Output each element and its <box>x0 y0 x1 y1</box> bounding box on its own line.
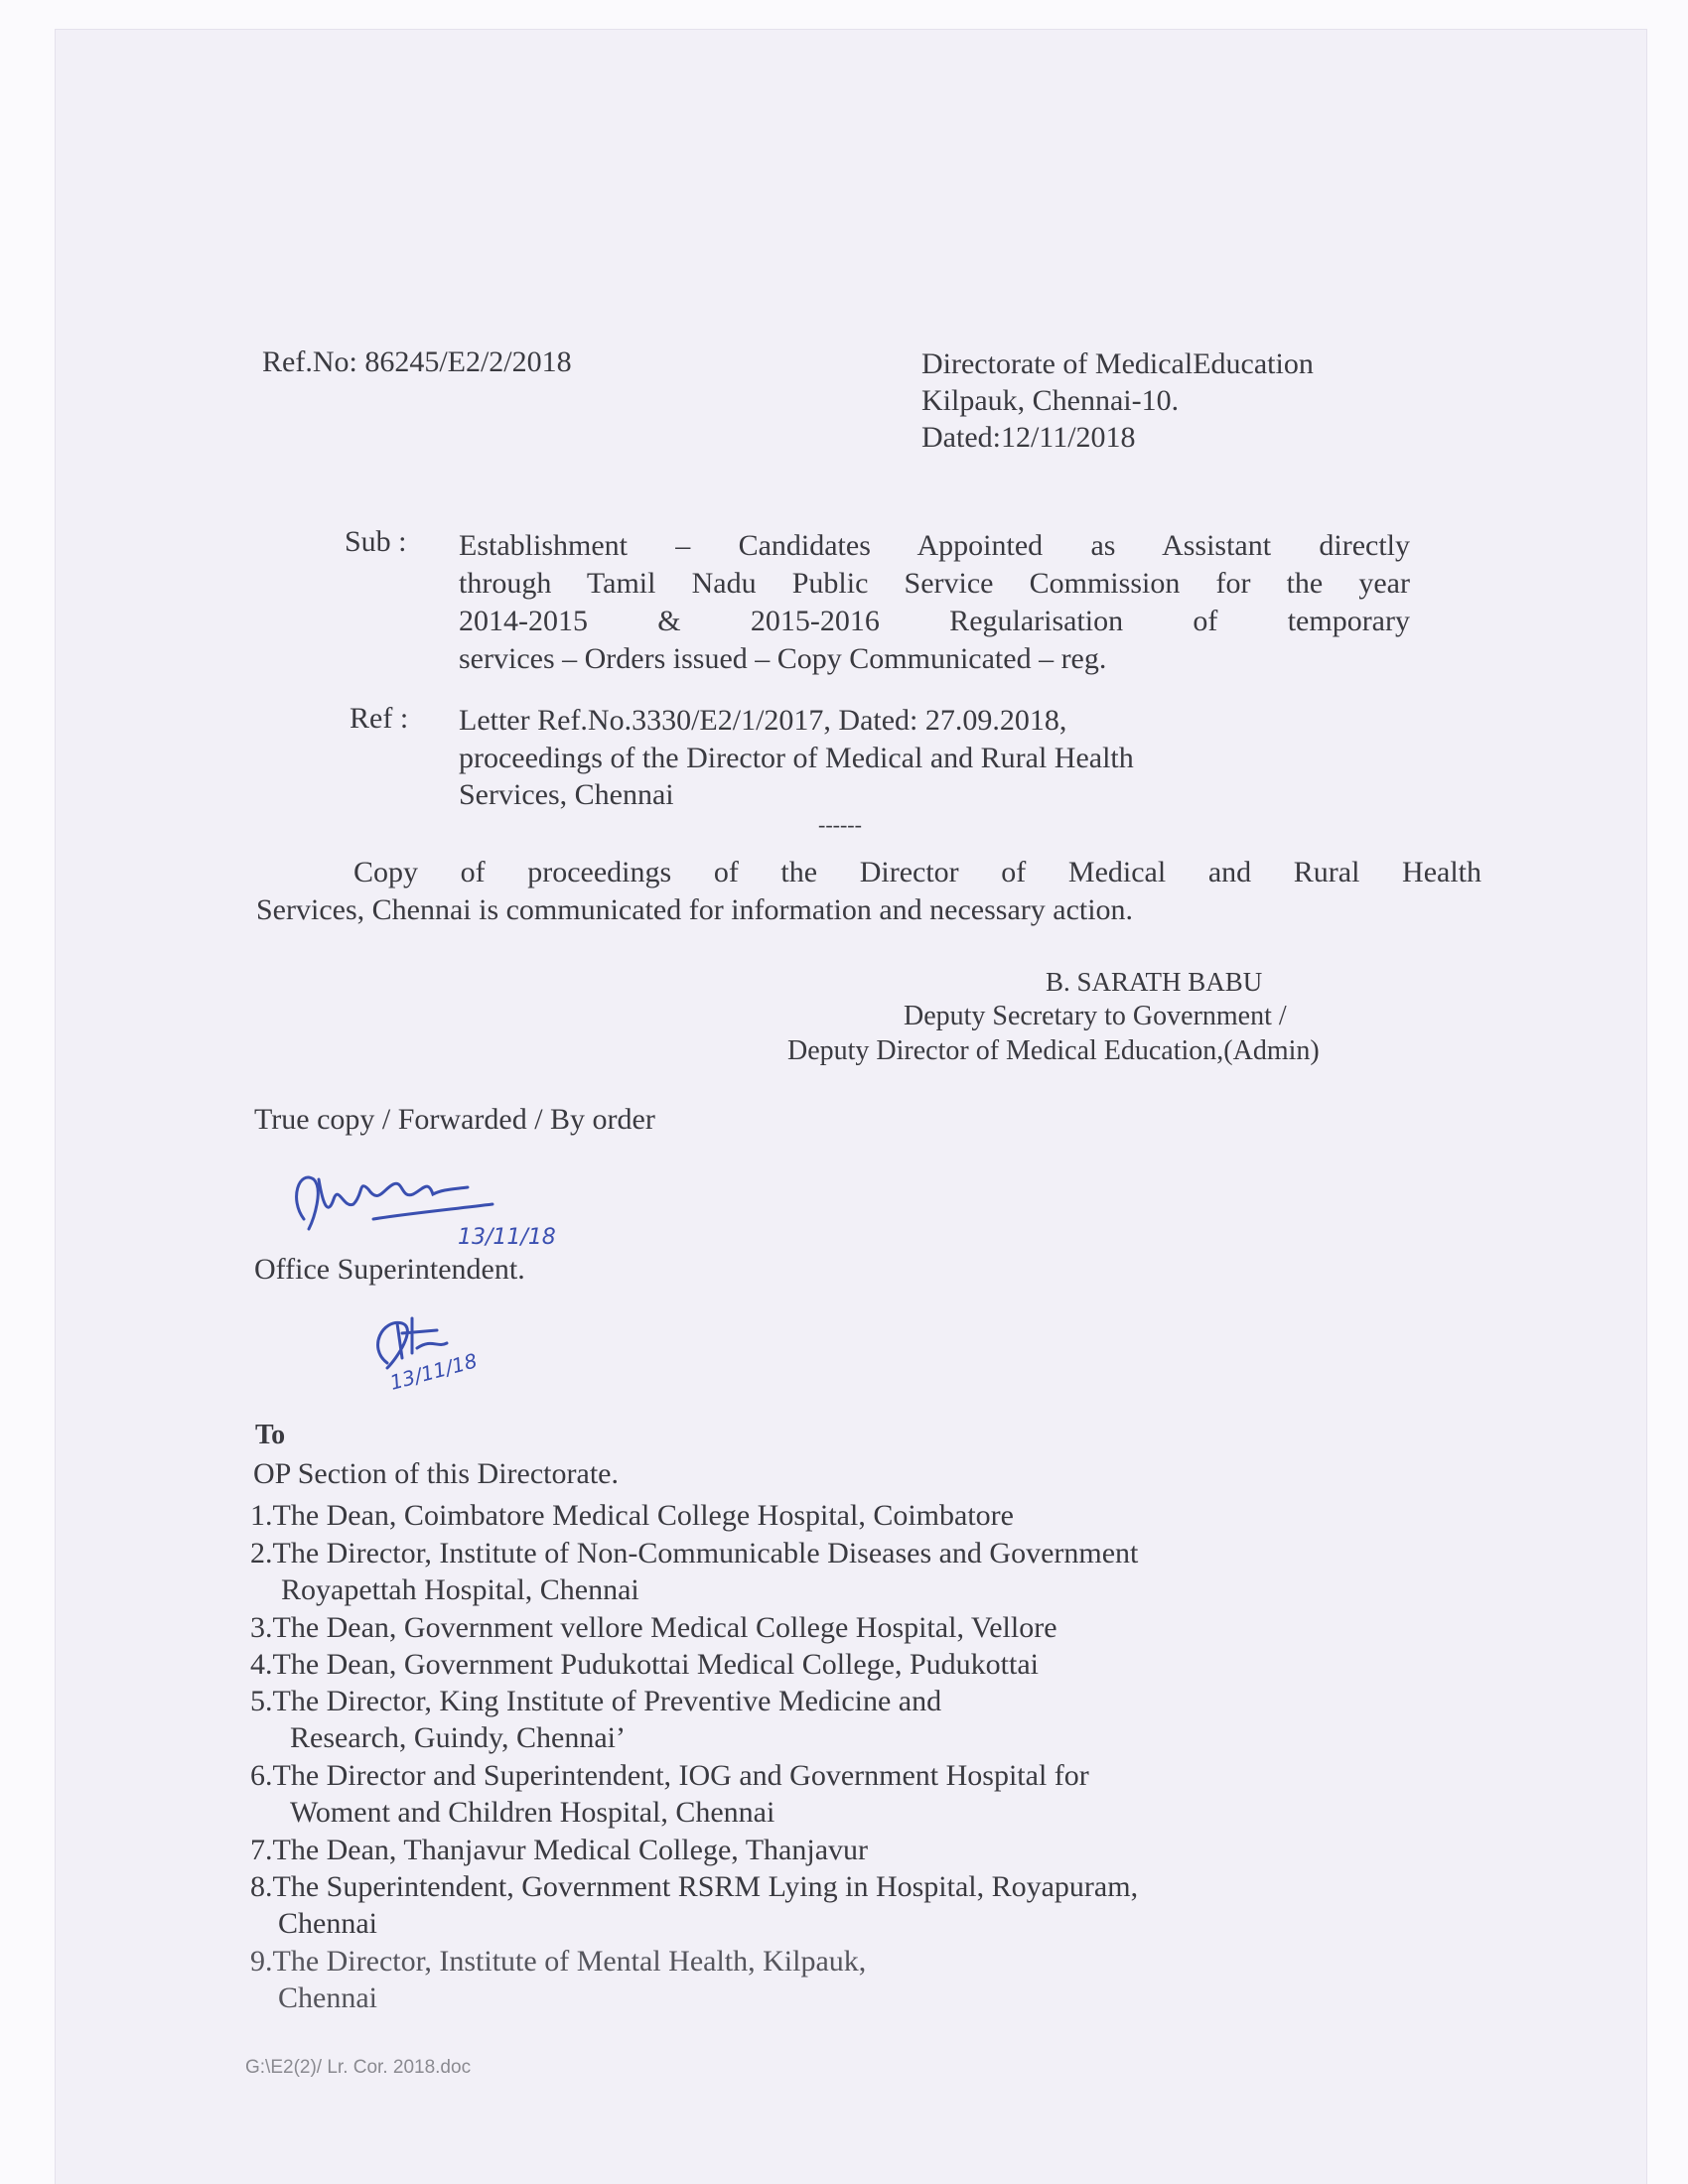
subject-line: services – Orders issued – Copy Communicated – reg. <box>459 642 1107 675</box>
addressee-item: 9.The Director, Institute of Mental Health, Kilpauk, <box>250 1945 867 1978</box>
office-superintendent-label: Office Superintendent. <box>254 1253 525 1286</box>
body-line: Services, Chennai is communicated for information and necessary action. <box>256 893 1134 926</box>
addressee-first: OP Section of this Directorate. <box>253 1457 619 1490</box>
subject-line: 2014-2015 & 2015-2016 Regularisation of temporary <box>459 605 1410 637</box>
office-address: Kilpauk, Chennai-10. <box>921 384 1180 417</box>
signatory-title: Deputy Director of Medical Education,(Admin) <box>787 1035 1320 1066</box>
file-path-footer: G:\E2(2)/ Lr. Cor. 2018.doc <box>245 2057 472 2078</box>
addressee-item-cont: Chennai <box>278 1981 377 2014</box>
subject-label: Sub : <box>345 525 407 558</box>
handwritten-initials <box>357 1308 516 1403</box>
signatory-name: B. SARATH BABU <box>1046 967 1263 997</box>
handwritten-signature <box>284 1160 602 1264</box>
addressee-heading: To <box>255 1420 286 1450</box>
reference-line: Letter Ref.No.3330/E2/1/2017, Dated: 27.09.2018, <box>459 704 1067 737</box>
subject-line: Establishment – Candidates Appointed as Assistant directly <box>459 529 1410 562</box>
addressee-item: 7.The Dean, Thanjavur Medical College, Thanjavur <box>250 1834 869 1866</box>
addressee-item: 1.The Dean, Coimbatore Medical College Hospital, Coimbatore <box>250 1499 1014 1532</box>
separator: ------ <box>818 812 862 837</box>
body-line: Copy of proceedings of the Director of Medical and Rural Health <box>353 856 1481 888</box>
addressee-item: 5.The Director, King Institute of Preventive Medicine and <box>250 1685 942 1717</box>
forwarding-line: True copy / Forwarded / By order <box>254 1103 655 1136</box>
addressee-item-cont: Chennai <box>278 1907 377 1940</box>
reference-line: proceedings of the Director of Medical and Rural Health <box>459 742 1134 774</box>
reference-label: Ref : <box>350 702 409 735</box>
addressee-item-cont: Woment and Children Hospital, Chennai <box>290 1796 775 1829</box>
subject-line: through Tamil Nadu Public Service Commission for the year <box>459 567 1410 600</box>
addressee-item: 8.The Superintendent, Government RSRM Lying in Hospital, Royapuram, <box>250 1870 1139 1903</box>
addressee-item: 2.The Director, Institute of Non-Communicable Diseases and Government <box>250 1537 1139 1570</box>
signature-date: 13/11/18 <box>458 1225 556 1250</box>
reference-line: Services, Chennai <box>459 778 674 811</box>
office-name: Directorate of MedicalEducation <box>921 347 1314 380</box>
letter-date: Dated:12/11/2018 <box>921 421 1136 454</box>
addressee-item-cont: Royapettah Hospital, Chennai <box>281 1573 639 1606</box>
addressee-item: 3.The Dean, Government vellore Medical College Hospital, Vellore <box>250 1611 1057 1644</box>
addressee-item-cont: Research, Guindy, Chennai’ <box>290 1721 626 1754</box>
reference-number: Ref.No: 86245/E2/2/2018 <box>262 345 572 378</box>
addressee-item: 6.The Director and Superintendent, IOG and Government Hospital for <box>250 1759 1089 1792</box>
signatory-title: Deputy Secretary to Government / <box>904 1001 1287 1031</box>
initials-date: 13/11/18 <box>387 1348 481 1395</box>
addressee-item: 4.The Dean, Government Pudukottai Medical College, Pudukottai <box>250 1648 1040 1681</box>
